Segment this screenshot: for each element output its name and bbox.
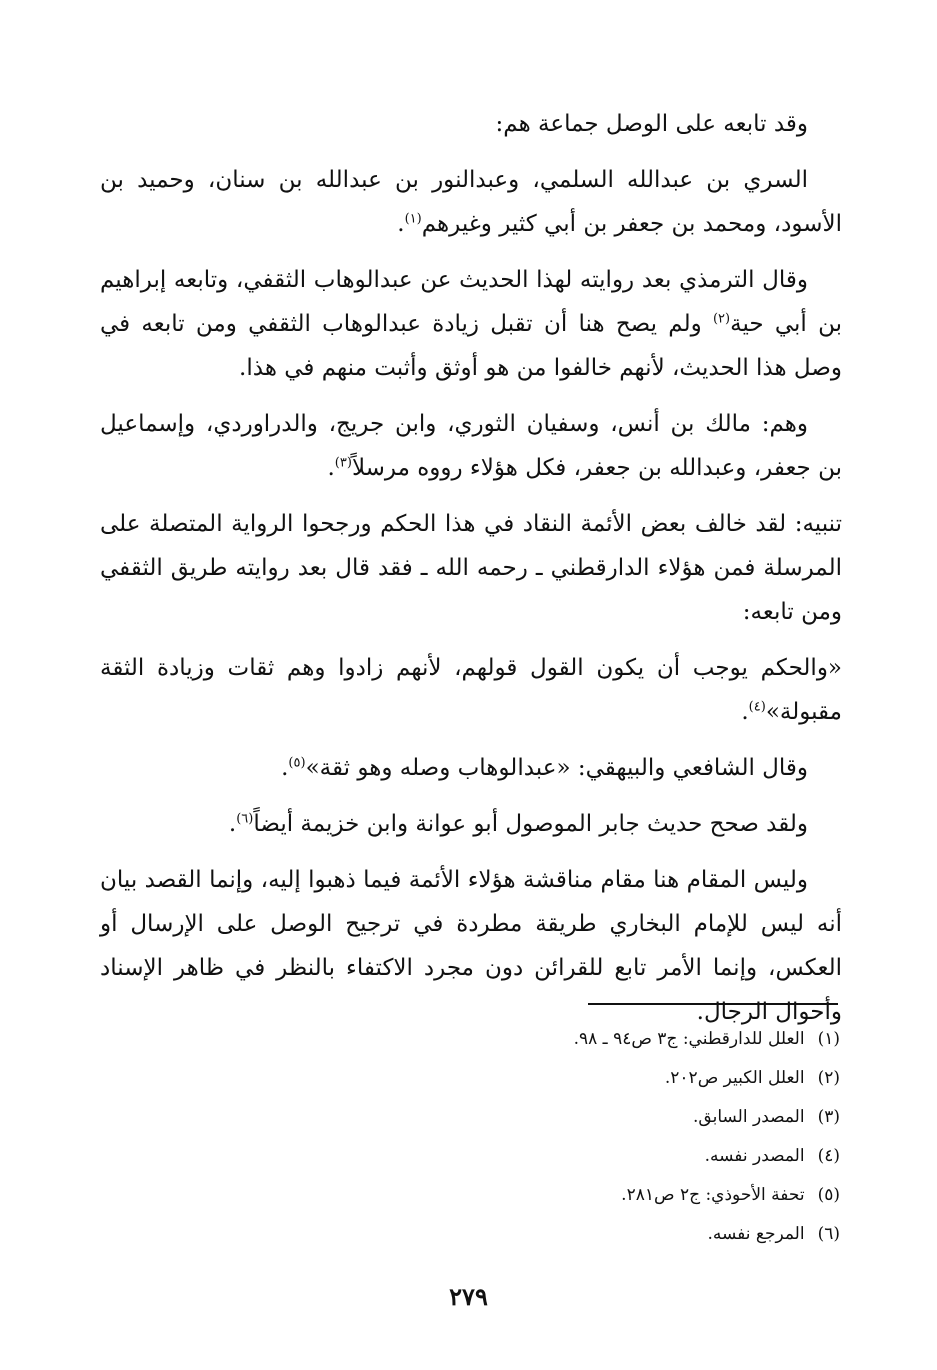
footnote-5: (٥) تحفة الأحوذي: ج٢ ص٢٨١.: [621, 1185, 840, 1205]
main-text: [100, 102, 842, 1034]
page-number: ٢٧٩: [449, 1282, 488, 1311]
footnote-6: (٦) المرجع نفسه.: [707, 1224, 840, 1244]
footnote-ref-1: (١): [404, 211, 422, 227]
footnote-4: (٤) المصدر نفسه.: [704, 1146, 840, 1166]
paragraph-1: وقد تابعه على الوصل جماعة هم:: [495, 111, 808, 137]
footnotes: [300, 1020, 840, 1254]
paragraph-9: وليس المقام هنا مقام مناقشة هؤلاء الأئمة فيما ذهبوا إليه، وإنما القصد بيان أنه ليس للإمام البخاري طريقة مطردة في ترجيح الوصل على الإرسال أو العكس، وإنما الأمر تابع للقرائن دون مجرد الاكتفاء بالنظر في ظاهر الإسناد وأحوال الرجال.: [100, 867, 842, 1025]
paragraph-quote: «والحكم يوجب أن يكون القول قولهم، لأنهم زادوا وهم ثقات وزيادة الثقة مقبولة»$^{(٤)}$.: [100, 655, 842, 725]
footnote-3: (٣) المصدر السابق.: [693, 1107, 840, 1127]
paragraph-7: وقال الشافعي والبيهقي: «عبدالوهاب وصله وهو ثقة»$^{(٥)}$.: [281, 755, 808, 781]
paragraph-4: وهم: مالك بن أنس، وسفيان الثوري، وابن جريج، والدراوردي، وإسماعيل بن جعفر، وعبدالله بن جعفر، فكل هؤلاء رووه مرسلاً$^{(٣)}$.: [100, 411, 842, 481]
footnote-ref-5: (٥): [288, 755, 306, 771]
footnote-ref-3: (٣): [334, 455, 352, 471]
paragraph-note: تنبيه: لقد خالف بعض الأئمة النقاد في هذا الحكم ورجحوا الرواية المتصلة على المرسلة فمن هؤلاء الدارقطني ـ رحمه الله ـ فقد قال بعد روايته طريق الثقفي ومن تابعه:: [100, 511, 842, 625]
paragraph-8: ولقد صحح حديث جابر الموصول أبو عوانة وابن خزيمة أيضاً$^{(٦)}$.: [228, 811, 808, 837]
footnote-1: (١) العلل للدارقطني: ج٣ ص٩٤ ـ ٩٨.: [573, 1029, 840, 1049]
footnote-2: (٢) العلل الكبير ص٢٠٢.: [664, 1068, 840, 1088]
paragraph-2: السري بن عبدالله السلمي، وعبدالنور بن عبدالله بن سنان، وحميد بن الأسود، ومحمد بن جعفر بن أبي كثير وغيرهم$^{(١)}$.: [100, 167, 842, 237]
footnote-ref-2: (٢): [712, 311, 731, 327]
footnote-ref-6: (٦): [236, 811, 254, 827]
paragraph-3: وقال الترمذي بعد روايته لهذا الحديث عن عبدالوهاب الثقفي، وتابعه إبراهيم بن أبي حية$^{(٢)}$ ولم يصح هنا أن تقبل زيادة عبدالوهاب الثقفي ومن تابعه في وصل هذا الحديث، لأنهم خالفوا من هو أوثق وأثبت منهم في هذا.: [100, 267, 842, 381]
footnote-ref-4: (٤): [748, 699, 766, 715]
footnote-separator: [588, 1003, 838, 1005]
